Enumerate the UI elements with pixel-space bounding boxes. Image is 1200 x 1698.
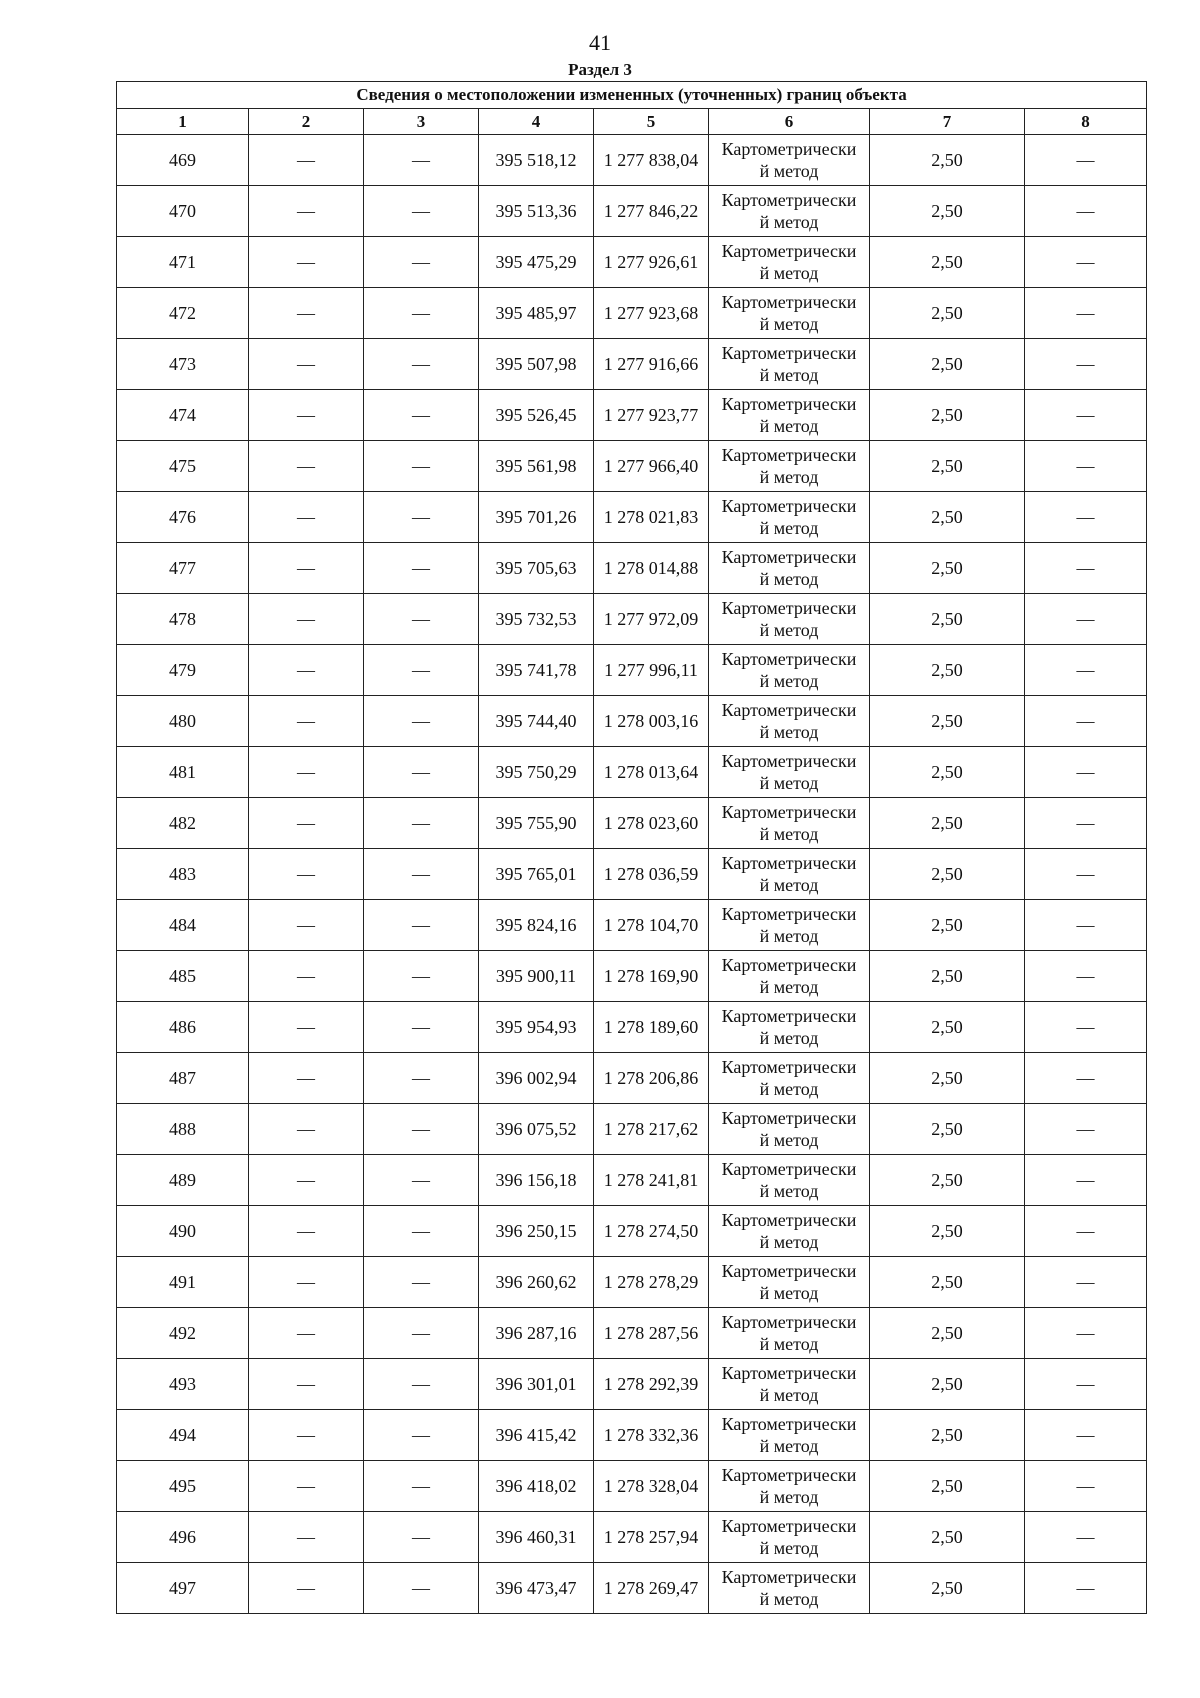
point-number: 477 xyxy=(117,543,249,594)
col-8-value: — xyxy=(1025,186,1147,237)
x-coordinate: 395 518,12 xyxy=(479,135,594,186)
y-coordinate: 1 278 014,88 xyxy=(594,543,709,594)
point-number: 470 xyxy=(117,186,249,237)
y-coordinate: 1 277 923,68 xyxy=(594,288,709,339)
col-2-value: — xyxy=(249,1461,364,1512)
accuracy: 2,50 xyxy=(870,747,1025,798)
table-row xyxy=(117,1155,1147,1206)
point-number: 490 xyxy=(117,1206,249,1257)
accuracy: 2,50 xyxy=(870,900,1025,951)
x-coordinate: 395 513,36 xyxy=(479,186,594,237)
col-2-value: — xyxy=(249,747,364,798)
table-row xyxy=(117,492,1147,543)
col-2-value: — xyxy=(249,645,364,696)
method: Картометрически й метод xyxy=(709,543,870,594)
col-8-value: — xyxy=(1025,1155,1147,1206)
point-number: 473 xyxy=(117,339,249,390)
col-3-value: — xyxy=(364,1359,479,1410)
column-header-7: 7 xyxy=(870,109,1025,135)
col-2-value: — xyxy=(249,237,364,288)
accuracy: 2,50 xyxy=(870,1563,1025,1614)
x-coordinate: 395 900,11 xyxy=(479,951,594,1002)
y-coordinate: 1 277 996,11 xyxy=(594,645,709,696)
accuracy: 2,50 xyxy=(870,543,1025,594)
point-number: 483 xyxy=(117,849,249,900)
y-coordinate: 1 278 328,04 xyxy=(594,1461,709,1512)
col-3-value: — xyxy=(364,798,479,849)
table-caption: Сведения о местоположении измененных (уточненных) границ объекта xyxy=(117,82,1147,109)
col-8-value: — xyxy=(1025,390,1147,441)
col-3-value: — xyxy=(364,594,479,645)
column-header-row xyxy=(117,109,1147,135)
col-3-value: — xyxy=(364,1410,479,1461)
point-number: 485 xyxy=(117,951,249,1002)
y-coordinate: 1 278 292,39 xyxy=(594,1359,709,1410)
y-coordinate: 1 278 021,83 xyxy=(594,492,709,543)
accuracy: 2,50 xyxy=(870,1104,1025,1155)
col-2-value: — xyxy=(249,1410,364,1461)
col-3-value: — xyxy=(364,135,479,186)
y-coordinate: 1 278 206,86 xyxy=(594,1053,709,1104)
y-coordinate: 1 278 013,64 xyxy=(594,747,709,798)
col-3-value: — xyxy=(364,390,479,441)
accuracy: 2,50 xyxy=(870,1461,1025,1512)
x-coordinate: 396 002,94 xyxy=(479,1053,594,1104)
col-3-value: — xyxy=(364,900,479,951)
page-number: 41 xyxy=(589,30,611,55)
x-coordinate: 395 765,01 xyxy=(479,849,594,900)
col-2-value: — xyxy=(249,441,364,492)
accuracy: 2,50 xyxy=(870,1002,1025,1053)
col-8-value: — xyxy=(1025,849,1147,900)
table-caption-row xyxy=(117,82,1147,109)
point-number: 497 xyxy=(117,1563,249,1614)
accuracy: 2,50 xyxy=(870,1257,1025,1308)
accuracy: 2,50 xyxy=(870,798,1025,849)
accuracy: 2,50 xyxy=(870,1359,1025,1410)
accuracy: 2,50 xyxy=(870,492,1025,543)
col-3-value: — xyxy=(364,645,479,696)
col-8-value: — xyxy=(1025,747,1147,798)
point-number: 494 xyxy=(117,1410,249,1461)
y-coordinate: 1 278 269,47 xyxy=(594,1563,709,1614)
method: Картометрически й метод xyxy=(709,390,870,441)
method: Картометрически й метод xyxy=(709,1257,870,1308)
col-3-value: — xyxy=(364,492,479,543)
table-row xyxy=(117,1257,1147,1308)
column-header-3: 3 xyxy=(364,109,479,135)
table-row xyxy=(117,237,1147,288)
col-2-value: — xyxy=(249,798,364,849)
col-2-value: — xyxy=(249,1257,364,1308)
col-8-value: — xyxy=(1025,1359,1147,1410)
col-8-value: — xyxy=(1025,798,1147,849)
y-coordinate: 1 277 966,40 xyxy=(594,441,709,492)
table-row xyxy=(117,1512,1147,1563)
col-3-value: — xyxy=(364,849,479,900)
col-8-value: — xyxy=(1025,696,1147,747)
accuracy: 2,50 xyxy=(870,696,1025,747)
column-header-8: 8 xyxy=(1025,109,1147,135)
y-coordinate: 1 278 217,62 xyxy=(594,1104,709,1155)
method: Картометрически й метод xyxy=(709,951,870,1002)
y-coordinate: 1 278 257,94 xyxy=(594,1512,709,1563)
point-number: 469 xyxy=(117,135,249,186)
col-3-value: — xyxy=(364,747,479,798)
col-3-value: — xyxy=(364,1257,479,1308)
y-coordinate: 1 278 003,16 xyxy=(594,696,709,747)
col-2-value: — xyxy=(249,1206,364,1257)
col-8-value: — xyxy=(1025,492,1147,543)
accuracy: 2,50 xyxy=(870,135,1025,186)
table-row xyxy=(117,1359,1147,1410)
point-number: 488 xyxy=(117,1104,249,1155)
point-number: 478 xyxy=(117,594,249,645)
y-coordinate: 1 278 274,50 xyxy=(594,1206,709,1257)
method: Картометрически й метод xyxy=(709,1206,870,1257)
method: Картометрически й метод xyxy=(709,1461,870,1512)
table-row xyxy=(117,186,1147,237)
y-coordinate: 1 278 278,29 xyxy=(594,1257,709,1308)
x-coordinate: 395 741,78 xyxy=(479,645,594,696)
method: Картометрически й метод xyxy=(709,1512,870,1563)
table-row xyxy=(117,1563,1147,1614)
col-3-value: — xyxy=(364,1206,479,1257)
x-coordinate: 395 824,16 xyxy=(479,900,594,951)
method: Картометрически й метод xyxy=(709,1563,870,1614)
method: Картометрически й метод xyxy=(709,441,870,492)
method: Картометрически й метод xyxy=(709,747,870,798)
accuracy: 2,50 xyxy=(870,237,1025,288)
col-3-value: — xyxy=(364,237,479,288)
table-row xyxy=(117,1410,1147,1461)
col-2-value: — xyxy=(249,1104,364,1155)
x-coordinate: 396 473,47 xyxy=(479,1563,594,1614)
column-header-6: 6 xyxy=(709,109,870,135)
x-coordinate: 396 418,02 xyxy=(479,1461,594,1512)
table-row xyxy=(117,543,1147,594)
method: Картометрически й метод xyxy=(709,1002,870,1053)
col-8-value: — xyxy=(1025,441,1147,492)
x-coordinate: 395 701,26 xyxy=(479,492,594,543)
col-8-value: — xyxy=(1025,135,1147,186)
table-row xyxy=(117,696,1147,747)
col-8-value: — xyxy=(1025,543,1147,594)
coordinates-table xyxy=(116,81,1147,1614)
table-row xyxy=(117,951,1147,1002)
col-8-value: — xyxy=(1025,951,1147,1002)
point-number: 495 xyxy=(117,1461,249,1512)
table-row xyxy=(117,1206,1147,1257)
x-coordinate: 395 755,90 xyxy=(479,798,594,849)
point-number: 482 xyxy=(117,798,249,849)
method: Картометрически й метод xyxy=(709,1053,870,1104)
table-row xyxy=(117,339,1147,390)
col-2-value: — xyxy=(249,288,364,339)
y-coordinate: 1 278 287,56 xyxy=(594,1308,709,1359)
col-8-value: — xyxy=(1025,339,1147,390)
col-8-value: — xyxy=(1025,1002,1147,1053)
y-coordinate: 1 277 916,66 xyxy=(594,339,709,390)
col-2-value: — xyxy=(249,696,364,747)
point-number: 492 xyxy=(117,1308,249,1359)
col-8-value: — xyxy=(1025,1104,1147,1155)
y-coordinate: 1 277 838,04 xyxy=(594,135,709,186)
point-number: 486 xyxy=(117,1002,249,1053)
table-row xyxy=(117,288,1147,339)
col-2-value: — xyxy=(249,1563,364,1614)
y-coordinate: 1 278 332,36 xyxy=(594,1410,709,1461)
table-row xyxy=(117,645,1147,696)
y-coordinate: 1 277 923,77 xyxy=(594,390,709,441)
x-coordinate: 396 415,42 xyxy=(479,1410,594,1461)
col-2-value: — xyxy=(249,900,364,951)
col-2-value: — xyxy=(249,1359,364,1410)
col-3-value: — xyxy=(364,543,479,594)
accuracy: 2,50 xyxy=(870,441,1025,492)
col-2-value: — xyxy=(249,390,364,441)
accuracy: 2,50 xyxy=(870,951,1025,1002)
col-8-value: — xyxy=(1025,1410,1147,1461)
method: Картометрически й метод xyxy=(709,900,870,951)
col-3-value: — xyxy=(364,1104,479,1155)
accuracy: 2,50 xyxy=(870,1155,1025,1206)
accuracy: 2,50 xyxy=(870,288,1025,339)
method: Картометрически й метод xyxy=(709,1359,870,1410)
col-2-value: — xyxy=(249,492,364,543)
col-2-value: — xyxy=(249,1512,364,1563)
col-2-value: — xyxy=(249,1308,364,1359)
method: Картометрически й метод xyxy=(709,492,870,543)
y-coordinate: 1 277 846,22 xyxy=(594,186,709,237)
point-number: 484 xyxy=(117,900,249,951)
table-row xyxy=(117,1308,1147,1359)
column-header-2: 2 xyxy=(249,109,364,135)
col-8-value: — xyxy=(1025,1461,1147,1512)
point-number: 493 xyxy=(117,1359,249,1410)
accuracy: 2,50 xyxy=(870,1053,1025,1104)
col-2-value: — xyxy=(249,1002,364,1053)
col-8-value: — xyxy=(1025,1257,1147,1308)
method: Картометрически й метод xyxy=(709,1410,870,1461)
method: Картометрически й метод xyxy=(709,798,870,849)
col-3-value: — xyxy=(364,1155,479,1206)
point-number: 475 xyxy=(117,441,249,492)
y-coordinate: 1 278 104,70 xyxy=(594,900,709,951)
method: Картометрически й метод xyxy=(709,696,870,747)
table-row xyxy=(117,1461,1147,1512)
y-coordinate: 1 278 169,90 xyxy=(594,951,709,1002)
point-number: 489 xyxy=(117,1155,249,1206)
y-coordinate: 1 277 972,09 xyxy=(594,594,709,645)
col-3-value: — xyxy=(364,1053,479,1104)
column-header-5: 5 xyxy=(594,109,709,135)
method: Картометрически й метод xyxy=(709,186,870,237)
col-8-value: — xyxy=(1025,1512,1147,1563)
x-coordinate: 395 475,29 xyxy=(479,237,594,288)
point-number: 491 xyxy=(117,1257,249,1308)
col-3-value: — xyxy=(364,951,479,1002)
col-3-value: — xyxy=(364,1563,479,1614)
point-number: 471 xyxy=(117,237,249,288)
col-8-value: — xyxy=(1025,1206,1147,1257)
col-8-value: — xyxy=(1025,237,1147,288)
point-number: 487 xyxy=(117,1053,249,1104)
col-8-value: — xyxy=(1025,1308,1147,1359)
accuracy: 2,50 xyxy=(870,1206,1025,1257)
col-8-value: — xyxy=(1025,900,1147,951)
table-row xyxy=(117,798,1147,849)
x-coordinate: 395 526,45 xyxy=(479,390,594,441)
section-title: Раздел 3 xyxy=(568,60,632,79)
method: Картометрически й метод xyxy=(709,1308,870,1359)
method: Картометрически й метод xyxy=(709,1104,870,1155)
accuracy: 2,50 xyxy=(870,849,1025,900)
accuracy: 2,50 xyxy=(870,1308,1025,1359)
col-8-value: — xyxy=(1025,288,1147,339)
column-header-4: 4 xyxy=(479,109,594,135)
col-3-value: — xyxy=(364,1002,479,1053)
point-number: 480 xyxy=(117,696,249,747)
x-coordinate: 395 705,63 xyxy=(479,543,594,594)
col-2-value: — xyxy=(249,543,364,594)
table-row xyxy=(117,849,1147,900)
x-coordinate: 395 744,40 xyxy=(479,696,594,747)
table-row xyxy=(117,135,1147,186)
table-row xyxy=(117,441,1147,492)
col-3-value: — xyxy=(364,288,479,339)
y-coordinate: 1 277 926,61 xyxy=(594,237,709,288)
col-8-value: — xyxy=(1025,1053,1147,1104)
col-3-value: — xyxy=(364,1512,479,1563)
accuracy: 2,50 xyxy=(870,390,1025,441)
x-coordinate: 396 250,15 xyxy=(479,1206,594,1257)
x-coordinate: 395 507,98 xyxy=(479,339,594,390)
point-number: 481 xyxy=(117,747,249,798)
y-coordinate: 1 278 036,59 xyxy=(594,849,709,900)
y-coordinate: 1 278 023,60 xyxy=(594,798,709,849)
accuracy: 2,50 xyxy=(870,594,1025,645)
table-row xyxy=(117,594,1147,645)
column-header-1: 1 xyxy=(117,109,249,135)
point-number: 496 xyxy=(117,1512,249,1563)
col-3-value: — xyxy=(364,186,479,237)
col-3-value: — xyxy=(364,1461,479,1512)
method: Картометрически й метод xyxy=(709,288,870,339)
col-3-value: — xyxy=(364,696,479,747)
method: Картометрически й метод xyxy=(709,849,870,900)
x-coordinate: 396 075,52 xyxy=(479,1104,594,1155)
table-row xyxy=(117,900,1147,951)
table-row xyxy=(117,747,1147,798)
accuracy: 2,50 xyxy=(870,1410,1025,1461)
col-2-value: — xyxy=(249,951,364,1002)
col-2-value: — xyxy=(249,135,364,186)
x-coordinate: 395 485,97 xyxy=(479,288,594,339)
point-number: 472 xyxy=(117,288,249,339)
col-2-value: — xyxy=(249,849,364,900)
col-3-value: — xyxy=(364,441,479,492)
point-number: 479 xyxy=(117,645,249,696)
accuracy: 2,50 xyxy=(870,186,1025,237)
x-coordinate: 396 156,18 xyxy=(479,1155,594,1206)
method: Картометрически й метод xyxy=(709,1155,870,1206)
method: Картометрически й метод xyxy=(709,237,870,288)
method: Картометрически й метод xyxy=(709,594,870,645)
x-coordinate: 396 287,16 xyxy=(479,1308,594,1359)
point-number: 474 xyxy=(117,390,249,441)
table-row xyxy=(117,1002,1147,1053)
accuracy: 2,50 xyxy=(870,1512,1025,1563)
table-row xyxy=(117,1104,1147,1155)
col-2-value: — xyxy=(249,594,364,645)
col-2-value: — xyxy=(249,339,364,390)
x-coordinate: 396 460,31 xyxy=(479,1512,594,1563)
method: Картометрически й метод xyxy=(709,339,870,390)
table-row xyxy=(117,1053,1147,1104)
col-2-value: — xyxy=(249,186,364,237)
col-8-value: — xyxy=(1025,645,1147,696)
x-coordinate: 395 732,53 xyxy=(479,594,594,645)
table-body xyxy=(117,135,1147,1614)
col-2-value: — xyxy=(249,1053,364,1104)
col-3-value: — xyxy=(364,1308,479,1359)
method: Картометрически й метод xyxy=(709,135,870,186)
point-number: 476 xyxy=(117,492,249,543)
y-coordinate: 1 278 241,81 xyxy=(594,1155,709,1206)
col-8-value: — xyxy=(1025,594,1147,645)
table-row xyxy=(117,390,1147,441)
x-coordinate: 396 260,62 xyxy=(479,1257,594,1308)
accuracy: 2,50 xyxy=(870,339,1025,390)
x-coordinate: 395 750,29 xyxy=(479,747,594,798)
col-3-value: — xyxy=(364,339,479,390)
accuracy: 2,50 xyxy=(870,645,1025,696)
method: Картометрически й метод xyxy=(709,645,870,696)
x-coordinate: 396 301,01 xyxy=(479,1359,594,1410)
col-8-value: — xyxy=(1025,1563,1147,1614)
x-coordinate: 395 561,98 xyxy=(479,441,594,492)
y-coordinate: 1 278 189,60 xyxy=(594,1002,709,1053)
col-2-value: — xyxy=(249,1155,364,1206)
x-coordinate: 395 954,93 xyxy=(479,1002,594,1053)
